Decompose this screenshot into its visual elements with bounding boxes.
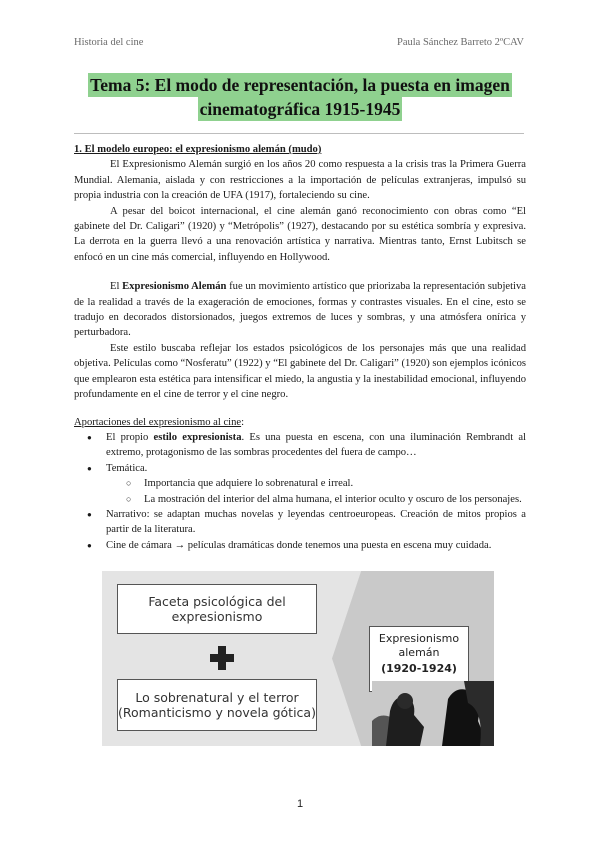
page-title: [60, 73, 540, 121]
sub-list-item: ○ Importancia que adquiere lo sobrenatural e irreal.: [74, 476, 526, 491]
paragraph-2: A pesar del boicot internacional, el cine alemán ganó reconocimiento con obras como “El gabinete del Dr. Caligari” (1920) y “Metrópolis” (1927), destacando por su estética sombría y expresiva. La derrota en la guerra llevó a una renovación artística y narrativa. Mientras tanto, Ernst Lubitsch se enfocó en un cine más comercial, influyendo en Hollywood.: [74, 205, 526, 263]
paragraph-1: El Expresionismo Alemán surgió en los años 20 como respuesta a la crisis tras la Primera Guerra Mundial. Alemania, aislada y con restricciones a la importación de películas extranjeras, impulsó su propia industria con la creación de UFA (1917), fortaleciendo su cine.: [74, 159, 526, 202]
header-course: Historia del cine: [74, 37, 144, 48]
title-line-1: Tema 5: El modo de representación, la puesta en imagen: [90, 75, 510, 95]
diagram-box-psychological: Faceta psicológica del expresionismo: [117, 584, 317, 634]
diagram-box-supernatural: Lo sobrenatural y el terror (Romanticismo y novela gótica): [117, 679, 317, 731]
contributions-list: [74, 430, 526, 553]
list-item: ● El propio estilo expresionista. Es una puesta en escena, con una iluminación Rembrandt al extremo, protagonismo de las sombras procedentes del fuera de campo…: [74, 430, 526, 461]
bold-term: Expresionismo Alemán: [122, 281, 227, 293]
concept-diagram: [102, 571, 494, 746]
page-number: 1: [296, 798, 304, 810]
title-line-2: cinematográfica 1915-1945: [199, 99, 401, 119]
sub-list-item: ○ La mostración del interior del alma humana, el interior oculto y oscuro de los personajes.: [74, 492, 526, 507]
paragraph-3: El Expresionismo Alemán fue un movimiento artístico que priorizaba la representación subjetiva de la realidad a través de la exageración de emociones, formas y contrastes visuales. En el cine, esto se tradujo en decorados distorsionados, juegos extremos de luces y sombras, y una atmósfera onírica y perturbadora.: [74, 281, 526, 339]
list-item: ● Narrativo: se adaptan muchas novelas y leyendas centroeuropeas. Creación de mitos propios a partir de la literatura.: [74, 507, 526, 538]
list-item: ● Cine de cámara → películas dramáticas donde tenemos una puesta en escena muy cuidada.: [74, 538, 526, 553]
contributions-heading: Aportaciones del expresionismo al cine:: [74, 416, 245, 428]
plus-icon: [210, 646, 234, 670]
result-title: Expresionismo alemán: [378, 632, 460, 659]
film-still-image: [372, 681, 494, 746]
document-body: [74, 142, 526, 553]
list-item: ● Temática.: [74, 461, 526, 476]
title-divider: [74, 133, 524, 134]
header-author: Paula Sánchez Barreto 2ºCAV: [397, 37, 524, 48]
paragraph-4: Este estilo buscaba reflejar los estados psicológicos de los personajes más que una realidad objetiva. Películas como “Nosferatu” (1922) y “El gabinete del Dr. Caligari” (1920) son ejemplos icónicos que emplearon esta estética para intensificar el miedo, la angustia y la inestabilidad emocional, influyendo profundamente en el cine de terror y el cine negro.: [74, 342, 526, 401]
section-heading: 1. El modelo europeo: el expresionismo alemán (mudo): [74, 144, 322, 155]
result-years: (1920-1924): [381, 662, 457, 675]
